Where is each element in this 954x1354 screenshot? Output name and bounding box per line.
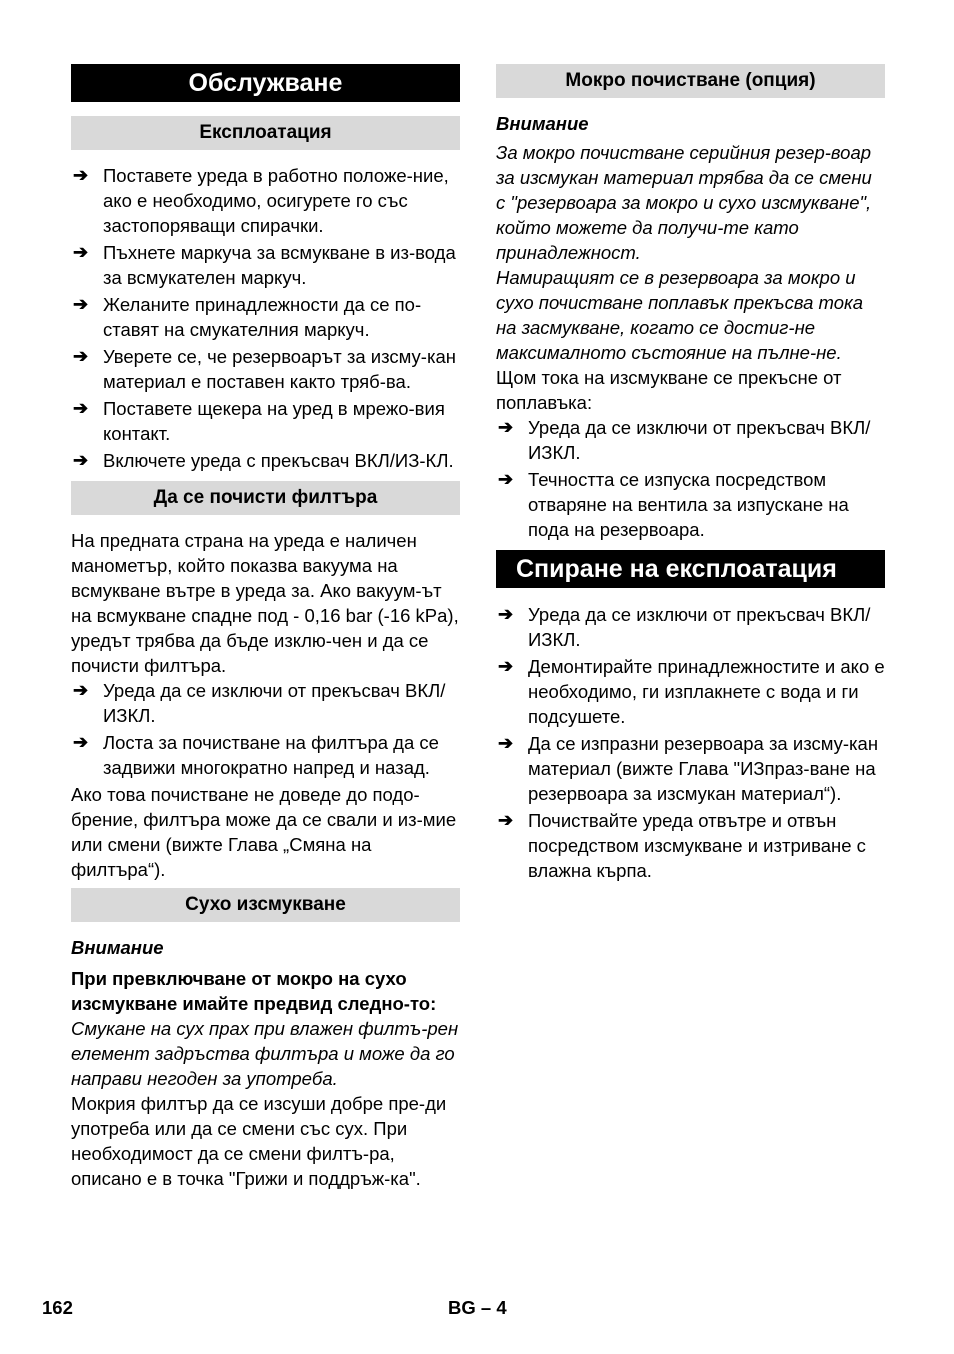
section-title-maintenance: Обслужване (71, 64, 460, 102)
heading-wet-cleaning: Мокро почистване (опция) (496, 64, 885, 98)
wet-steps (496, 415, 885, 542)
wet-italic-note-1: За мокро почистване серийния резер-воар за изсмукан материал трябва да се смени с "резервоара за мокро и сухо изсмукване", който можете да получи-те като принадлежност. (496, 142, 872, 263)
dry-text: Мокрия филтър да се изсуши добре пре-ди употреба или да се смени със сух. При необходимост да се смени филтъ-ра, описано е в точка "Грижи и поддръж-ка". (71, 1093, 447, 1189)
list-item: ➔ Поставете щекера на уред в мрежо-вия контакт. (73, 398, 445, 444)
list-item: ➔ Уреда да се изключи от прекъсвач ВКЛ/ИЗКЛ. (498, 604, 871, 650)
arrow-right-icon: ➔ (73, 242, 89, 262)
wet-attention-label: Внимание (496, 113, 589, 134)
list-item: ➔ Включете уреда с прекъсвач ВКЛ/ИЗ-КЛ. (73, 450, 454, 471)
list-item: ➔ Поставете уреда в работно положе-ние, ако е необходимо, осигурете го със застопоряващи спирачки. (73, 165, 449, 236)
arrow-right-icon: ➔ (73, 165, 89, 185)
filter-outro: Ако това почистване не доведе до подо-брение, филтъра може да се свали и из-мие или смени (вижте Глава „Смяна на филтъра“). (71, 784, 457, 880)
filter-steps (71, 678, 460, 780)
heading-dry-vacuum: Сухо изсмукване (71, 888, 460, 922)
shutdown-steps (496, 602, 885, 883)
list-item: ➔ Почиствайте уреда отвътре и отвън посредством изсмукване и изтриване с влажна кърпа. (498, 810, 866, 881)
arrow-right-icon: ➔ (73, 398, 89, 418)
list-item: ➔ Пъхнете маркуча за всмукване в из-вода за всмукателен маркуч. (73, 242, 456, 288)
arrow-right-icon: ➔ (73, 294, 89, 314)
dry-italic-note: Смукане на сух прах при влажен филтъ-рен елемент задръства филтъра и може да го направи негоден за употреба. (71, 1018, 459, 1089)
arrow-right-icon: ➔ (73, 732, 89, 752)
list-item: ➔ Желаните принадлежности да се по-ставят на смукателния маркуч. (73, 294, 422, 340)
list-item: ➔ Течността се изпуска посредством отваряне на вентила за изпускане на пода на резервоара. (498, 469, 849, 540)
list-item: ➔ Лоста за почистване на филтъра да се задвижи многократно напред и назад. (73, 732, 439, 778)
arrow-right-icon: ➔ (73, 346, 89, 366)
arrow-right-icon: ➔ (498, 656, 514, 676)
operation-steps (71, 163, 460, 473)
arrow-right-icon: ➔ (498, 417, 514, 437)
arrow-right-icon: ➔ (498, 733, 514, 753)
section-title-shutdown: Спиране на експлоатация (496, 550, 885, 588)
list-item: ➔ Уверете се, че резервоарът за изсму-кан материал е поставен както тряб-ва. (73, 346, 456, 392)
arrow-right-icon: ➔ (498, 469, 514, 489)
heading-operation: Експлоатация (71, 116, 460, 150)
list-item: ➔ Да се изпразни резервоара за изсму-кан материал (вижте Глава "ИЗпраз-ване на резервоара за изсмукан материал“). (498, 733, 879, 804)
dry-attention-label: Внимание (71, 937, 164, 958)
left-column (71, 64, 460, 1191)
language-page-label: BG – 4 (448, 1297, 507, 1318)
wet-text: Щом тока на изсмукване се прекъсне от поплавъка: (496, 367, 842, 413)
list-item: ➔ Уреда да се изключи от прекъсвач ВКЛ/ИЗКЛ. (73, 680, 446, 726)
list-item: ➔ Уреда да се изключи от прекъсвач ВКЛ/ИЗКЛ. (498, 417, 871, 463)
dry-bold-note: При превключване от мокро на сухо изсмукване имайте предвид следно-то: (71, 968, 437, 1014)
filter-intro: На предната страна на уреда е наличен манометър, който показва вакуума на всмукване вътре в уреда за. Ако вакуум-ът на всмукване спадне под - 0,16 bar (-16 kPa), уредът трябва да бъде изклю-чен и да се почисти филтъра. (71, 530, 459, 676)
right-column (496, 64, 885, 885)
arrow-right-icon: ➔ (498, 810, 514, 830)
arrow-right-icon: ➔ (73, 680, 89, 700)
arrow-right-icon: ➔ (498, 604, 514, 624)
wet-italic-note-2: Намиращият се в резервоара за мокро и сухо почистване поплавък прекъсва тока на засмукване, когато се достиг-не максималното състояние на пълне-не. (496, 267, 864, 363)
page-number: 162 (42, 1297, 73, 1318)
list-item: ➔ Демонтирайте принадлежностите и ако е необходимо, ги изплакнете с вода и ги подсушете. (498, 656, 885, 727)
arrow-right-icon: ➔ (73, 450, 89, 470)
heading-clean-filter: Да се почисти филтъра (71, 481, 460, 515)
